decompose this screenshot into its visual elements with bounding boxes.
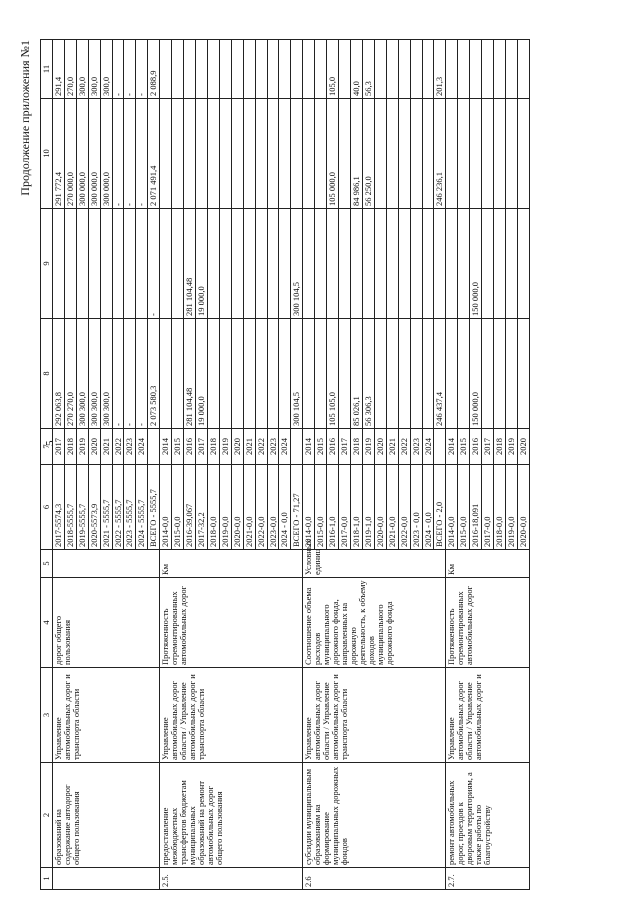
year-cell [410,40,422,99]
year-cell [207,99,219,209]
year-cell: 2024 - 0,0 [422,465,434,550]
year-cell: 2015-0,0 [458,465,470,550]
year-cell [291,99,303,209]
header-cell: 1 [41,868,53,890]
year-cell [267,40,279,99]
year-cell [124,209,136,319]
year-cell [517,99,529,209]
cell-c4: дорог общего пользования [52,578,159,668]
table-row [52,40,64,890]
year-cell: - [112,99,124,209]
year-cell [160,40,172,99]
year-cell: 2016 [327,429,339,465]
year-cell [386,319,398,429]
year-cell [291,40,303,99]
year-cell: 2021 - 5555,7 [100,465,112,550]
year-cell [207,209,219,319]
year-cell [243,40,255,99]
year-cell [505,319,517,429]
year-cell: 2020-0,0 [231,465,243,550]
year-cell: 56 306,3 [362,319,374,429]
year-cell [231,99,243,209]
year-cell: 2016-1,0 [327,465,339,550]
year-cell: 2021-0,0 [386,465,398,550]
year-cell [362,209,374,319]
year-cell: 2022-0,0 [398,465,410,550]
year-cell [255,99,267,209]
rotated-sheet [18,40,600,890]
year-cell: 300,0 [76,40,88,99]
year-cell: 300 104,5 [291,319,303,429]
year-cell: 2020-0,0 [517,465,529,550]
year-cell: 2018 [64,429,76,465]
year-cell: 150 000,0 [470,209,482,319]
year-cell [160,209,172,319]
cell-c1: 2.7. [446,868,529,890]
header-cell: 6 [41,465,53,550]
year-cell [267,99,279,209]
cell-c4: Протяженность отремонтированных автомобильных дорог [446,578,529,668]
year-cell [505,40,517,99]
year-cell [422,209,434,319]
year-cell: 40,0 [350,40,362,99]
cell-c1: 2.6 [303,868,446,890]
year-cell [386,40,398,99]
year-cell: 2023 [267,429,279,465]
year-cell: 105,0 [327,40,339,99]
year-cell: 270 000,0 [64,99,76,209]
cell-c5: Условных единиц [303,550,446,578]
year-cell: 2016 [470,429,482,465]
year-cell: 2020-0,0 [374,465,386,550]
year-cell: 281 104,48 [184,209,196,319]
year-cell [160,99,172,209]
year-cell: 2018-0,0 [207,465,219,550]
year-cell [398,99,410,209]
year-cell [279,319,291,429]
year-cell [243,319,255,429]
year-cell [88,209,100,319]
year-cell: 2024 [136,429,148,465]
year-cell [374,99,386,209]
year-cell [315,209,327,319]
year-cell: 246 236,1 [434,99,446,209]
year-cell: 246 437,4 [434,319,446,429]
year-cell: 2014 [160,429,172,465]
year-cell [482,209,494,319]
year-cell [446,99,458,209]
header-cell: 3 [41,668,53,763]
cell-c3: Управление автомобильных дорог области / Управление автомобильных дорог и транспорта области [303,668,446,763]
year-cell [315,40,327,99]
year-cell [374,209,386,319]
year-cell: 2020-5573,9 [88,465,100,550]
year-cell [505,209,517,319]
year-cell [303,99,315,209]
year-cell [350,209,362,319]
year-cell [398,209,410,319]
year-cell: 105 000,0 [327,99,339,209]
year-cell: 2020 [374,429,386,465]
cell-c2: предоставление межбюджетных трансфертов бюджетам муниципальных образований на ремонт автомобильных дорог общего пользования [160,763,303,868]
year-cell: 150 000,0 [470,319,482,429]
year-cell: 2014-0,0 [160,465,172,550]
year-cell: 2018 [350,429,362,465]
year-cell: 2022-0,0 [255,465,267,550]
year-cell [339,40,351,99]
year-cell: 2016 [184,429,196,465]
year-cell: 2019-0,0 [505,465,517,550]
year-cell [422,99,434,209]
year-cell [172,209,184,319]
year-cell: 2015 [172,429,184,465]
year-cell: 291,4 [52,40,64,99]
header-row [41,40,53,890]
year-cell: 270,0 [64,40,76,99]
year-cell: 2020 [88,429,100,465]
year-cell: - [124,40,136,99]
year-cell [231,319,243,429]
cell-c5: Км [160,550,303,578]
year-cell: 2021 [386,429,398,465]
cell-c2: ремонт автомобильных дорог, проездов к дворовым территориям, а также работы по благоустройству [446,763,529,868]
year-cell: 2023 [124,429,136,465]
year-cell: 281 104,48 [184,319,196,429]
year-cell: 2019-1,0 [362,465,374,550]
table-row [446,40,458,890]
year-cell [374,319,386,429]
year-cell: 2023 [410,429,422,465]
year-cell [231,209,243,319]
year-cell: 2 073 580,3 [148,319,160,429]
year-cell: 19 000,0 [195,209,207,319]
year-cell [267,319,279,429]
year-cell: 2022 [112,429,124,465]
year-cell [52,209,64,319]
year-cell [434,429,446,465]
table-row [160,40,172,890]
cell-c3: Управление автомобильных дорог области / Управление автомобильных дорог и [446,668,529,763]
year-cell: 2018-5555,7 [64,465,76,550]
year-cell [267,209,279,319]
year-cell [172,99,184,209]
year-cell [243,209,255,319]
year-cell: 2017-0,0 [482,465,494,550]
year-cell: 300,0 [100,40,112,99]
year-cell: 2017-0,0 [339,465,351,550]
cell-c1 [52,868,159,890]
cell-c4: Соотношение объема расходов муниципального дорожного фонда, направленных на дорожную деятельность, к объему доходов муниципального дорожного фонда [303,578,446,668]
year-cell: 105 105,0 [327,319,339,429]
year-cell [303,40,315,99]
year-cell [386,209,398,319]
year-cell: 2021-0,0 [243,465,255,550]
cell-c4: Протяженность отремонтированных автомобильных дорог [160,578,303,668]
year-cell: 2018-1,0 [350,465,362,550]
year-cell: 2014 [446,429,458,465]
year-cell: 19 000,0 [195,319,207,429]
year-cell [279,209,291,319]
header-cell: 11 [41,40,53,99]
year-cell: 201,3 [434,40,446,99]
year-cell [517,319,529,429]
year-cell: 2017 [482,429,494,465]
year-cell: 2019 [219,429,231,465]
header-cell: 5 [41,550,53,578]
cell-c5 [52,550,159,578]
year-cell [398,319,410,429]
year-cell [410,209,422,319]
year-cell: - [136,40,148,99]
year-cell: 56 250,0 [362,99,374,209]
year-cell [219,209,231,319]
year-cell: 292 063,8 [52,319,64,429]
year-cell [422,319,434,429]
year-cell [458,99,470,209]
year-cell [303,319,315,429]
year-cell: 2021 [100,429,112,465]
year-cell: 84 986,1 [350,99,362,209]
year-cell [446,209,458,319]
header-cell: 7 [41,429,53,465]
year-cell [160,319,172,429]
year-cell: 2 071 491,4 [148,99,160,209]
year-cell [64,209,76,319]
year-cell [458,319,470,429]
year-cell [172,319,184,429]
year-cell [482,40,494,99]
year-cell [494,319,506,429]
year-cell: 2 088,9 [148,40,160,99]
year-cell [255,319,267,429]
year-cell: - [136,99,148,209]
header-cell: 9 [41,209,53,319]
header-cell: 2 [41,763,53,868]
year-cell: 2017-32,2 [195,465,207,550]
year-cell: 2022 [255,429,267,465]
year-cell [458,209,470,319]
year-cell: 300 000,0 [76,99,88,209]
year-cell: 2017 [52,429,64,465]
year-cell [410,99,422,209]
header-cell: 10 [41,99,53,209]
year-cell: 2022 [398,429,410,465]
year-cell: - [112,319,124,429]
year-cell [517,209,529,319]
year-cell: 2018 [207,429,219,465]
year-cell [76,209,88,319]
year-cell [279,40,291,99]
year-cell [505,99,517,209]
year-cell [148,429,160,465]
year-cell: 2017-5574,3 [52,465,64,550]
year-cell [243,99,255,209]
year-cell [339,209,351,319]
year-cell [374,40,386,99]
year-cell: 2019-5555,7 [76,465,88,550]
year-cell [470,99,482,209]
year-cell [207,319,219,429]
header-cell: 8 [41,319,53,429]
year-cell [482,319,494,429]
year-cell: 300 300,0 [76,319,88,429]
year-cell: 270 270,0 [64,319,76,429]
year-cell: 2024 [279,429,291,465]
year-cell [327,209,339,319]
year-cell [494,209,506,319]
year-cell [112,209,124,319]
cell-c2: субсидии муниципальным образованиям на формирование муниципальных дорожных фондов [303,763,446,868]
year-cell [315,99,327,209]
year-cell [219,40,231,99]
year-cell: 2015 [458,429,470,465]
year-cell: - [136,319,148,429]
year-cell: 2015-0,0 [315,465,327,550]
year-cell [255,40,267,99]
year-cell [482,99,494,209]
year-cell: 300 000,0 [100,99,112,209]
cell-c3: Управление автомобильных дорог области / Управление автомобильных дорог и транспорта области [160,668,303,763]
year-cell: 2020 [517,429,529,465]
year-cell: - [112,40,124,99]
year-cell [386,99,398,209]
year-cell: 2015-0,0 [172,465,184,550]
year-cell: 2018-0,0 [494,465,506,550]
year-cell [231,40,243,99]
year-cell: 2019 [76,429,88,465]
year-cell [100,209,112,319]
year-cell [446,40,458,99]
year-cell: 85 026,1 [350,319,362,429]
year-cell [172,40,184,99]
year-cell: 2024 [422,429,434,465]
year-cell: 2016-18,091 [470,465,482,550]
year-cell [422,40,434,99]
year-cell: - [124,319,136,429]
year-cell: - [124,99,136,209]
year-cell [434,209,446,319]
year-cell: ВСЕГО - 5555,7 [148,465,160,550]
year-cell [219,319,231,429]
year-cell [219,99,231,209]
year-cell [207,40,219,99]
year-cell: ВСЕГО - 71,27 [291,465,303,550]
year-cell: 300 300,0 [88,319,100,429]
year-cell [470,40,482,99]
year-cell: 2019 [505,429,517,465]
year-cell: 2021 [243,429,255,465]
year-cell: 2019 [362,429,374,465]
year-cell [410,319,422,429]
year-cell: 2020 [231,429,243,465]
year-cell [315,319,327,429]
year-cell [458,40,470,99]
year-cell [136,209,148,319]
table-body [52,40,529,890]
year-cell: 2014 [303,429,315,465]
year-cell: 2017 [339,429,351,465]
year-cell: 2024 - 5555,7 [136,465,148,550]
header-cell: 4 [41,578,53,668]
year-cell: 291 772,4 [52,99,64,209]
year-cell: 2014-0,0 [303,465,315,550]
year-cell: 2015 [315,429,327,465]
table-row [303,40,315,890]
cell-c5: Км [446,550,529,578]
year-cell: ВСЕГО - 2,0 [434,465,446,550]
year-cell [184,40,196,99]
year-cell [279,99,291,209]
cell-c1: 2.5. [160,868,303,890]
year-cell: 300,0 [88,40,100,99]
year-cell: - [148,209,160,319]
year-cell: 300 104,5 [291,209,303,319]
year-cell: 2017 [195,429,207,465]
year-cell [303,209,315,319]
page-number: 5 [44,440,56,446]
year-cell: 2022 - 5555,7 [112,465,124,550]
year-cell [398,40,410,99]
year-cell [339,99,351,209]
cell-c2: образований на содержание автодорог общего пользования [52,763,159,868]
year-cell: 2023-0,0 [267,465,279,550]
year-cell: 2016-39,067 [184,465,196,550]
year-cell: 2023 - 0,0 [410,465,422,550]
year-cell [494,99,506,209]
year-cell [195,40,207,99]
year-cell: 2014-0,0 [446,465,458,550]
year-cell: 2024 - 0,0 [279,465,291,550]
year-cell: 300 300,0 [100,319,112,429]
year-cell: 56,3 [362,40,374,99]
year-cell [291,429,303,465]
year-cell [494,40,506,99]
year-cell [446,319,458,429]
year-cell: 2023 - 5555,7 [124,465,136,550]
year-cell [517,40,529,99]
year-cell [255,209,267,319]
year-cell: 2019-0,0 [219,465,231,550]
year-cell [339,319,351,429]
cell-c3: Управление автомобильных дорог и транспорта области [52,668,159,763]
program-table [40,39,530,890]
year-cell: 2018 [494,429,506,465]
appendix-caption: Продолжение приложения №1 [18,40,32,196]
year-cell: 300 000,0 [88,99,100,209]
year-cell [184,99,196,209]
year-cell [195,99,207,209]
